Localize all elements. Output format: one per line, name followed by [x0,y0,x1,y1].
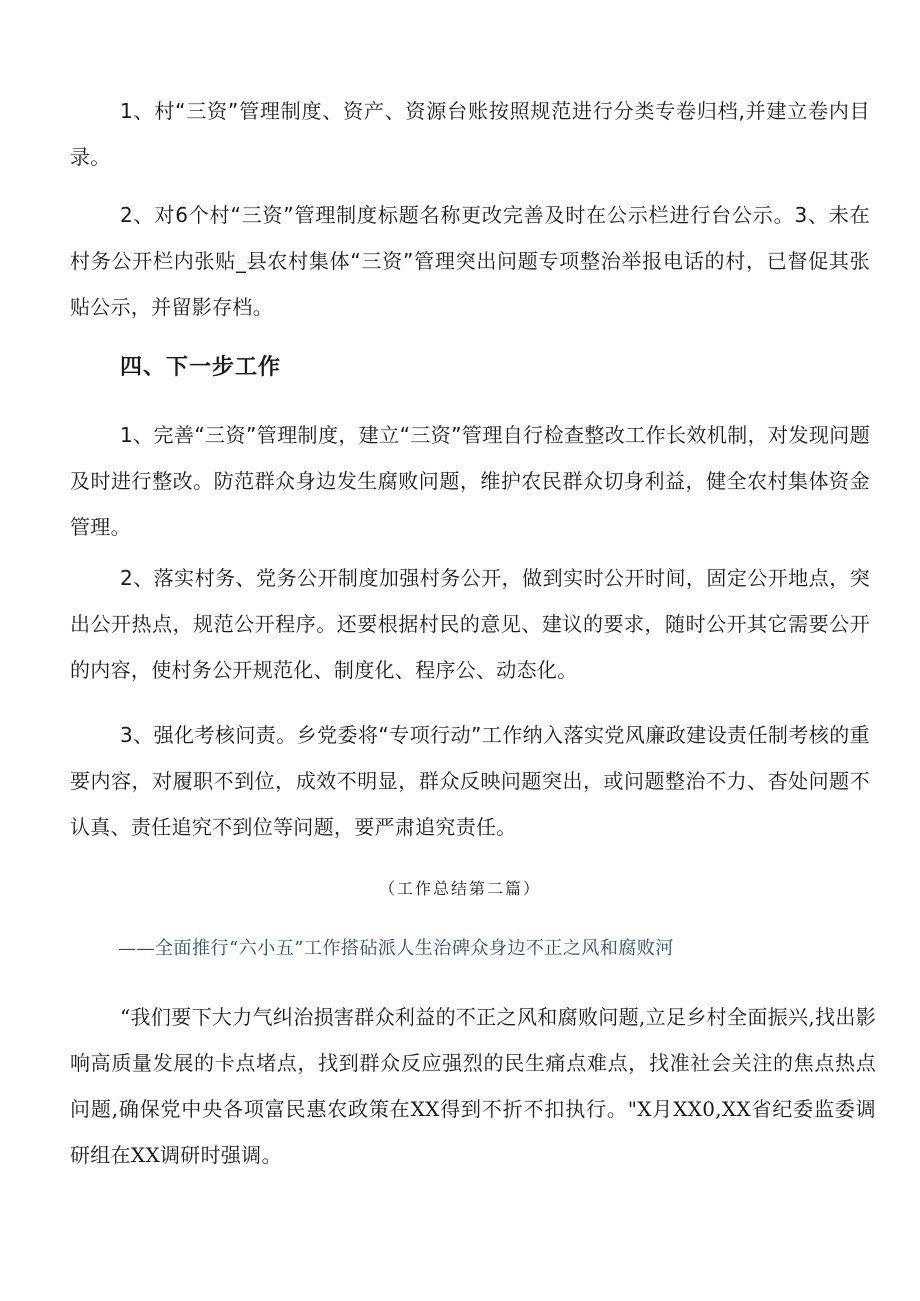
second-article-title: （工作总结第二篇） [378,879,541,898]
second-article-subtitle: ——全面推行“六小五”工作搭砧派人生治碑众身边不正之风和腐败河 [118,938,674,959]
section-heading-next-steps: 四、下一步工作 [120,355,282,380]
paragraph-publicity: 2、对6个村“三资”管理制度标题名称更改完善及时在公示栏进行台公示。3、未在村务公开栏内张贴_县农村集体“三资”管理突出问题专项整治举报电话的村，已督促其张贴公示，并留影存档。 [70,203,870,319]
paragraph-quote: “我们要下大力气纠治损害群众利益的不正之风和腐败问题,立足乡村全面振兴,找出影响高质量发展的卡点堵点，找到群众反应强烈的民生痛点难点，找准社会关注的焦点热点问题,确保党中央各项富民惠农政策在XX得到不折不扣执行。"X月XX0,XX省纪委监委调研组在XX调研时强调。 [70,1005,876,1167]
paragraph-accountability: 3、强化考核问责。乡党委将“专项行动”工作纳入落实党风廉政建设责任制考核的重要内容，对履职不到位，成效不明显，群众反映问题突出，或问题整治不力、杳处问题不认真、责任追究不到位等问题，要严肃追究责任。 [70,723,870,839]
paragraph-improve-system: 1、完善“三资”管理制度，建立“三资”管理自行检查整改工作长效机制，对发现问题及时进行整改。防范群众身边发生腐败问题，维护农民群众切身利益，健全农村集体资金管理。 [70,423,870,539]
paragraph-archive: 1、村“三资”管理制度、资产、资源台账按照规范进行分类专卷归档,并建立卷内目录。 [70,99,870,169]
paragraph-village-affairs: 2、落实村务、党务公开制度加强村务公开，做到实时公开时间，固定公开地点，突出公开热点，规范公开程序。还要根据村民的意见、建议的要求，随时公开其它需要公开的内容，使村务公开规范化、制度化、程序公、动态化。 [70,566,870,682]
